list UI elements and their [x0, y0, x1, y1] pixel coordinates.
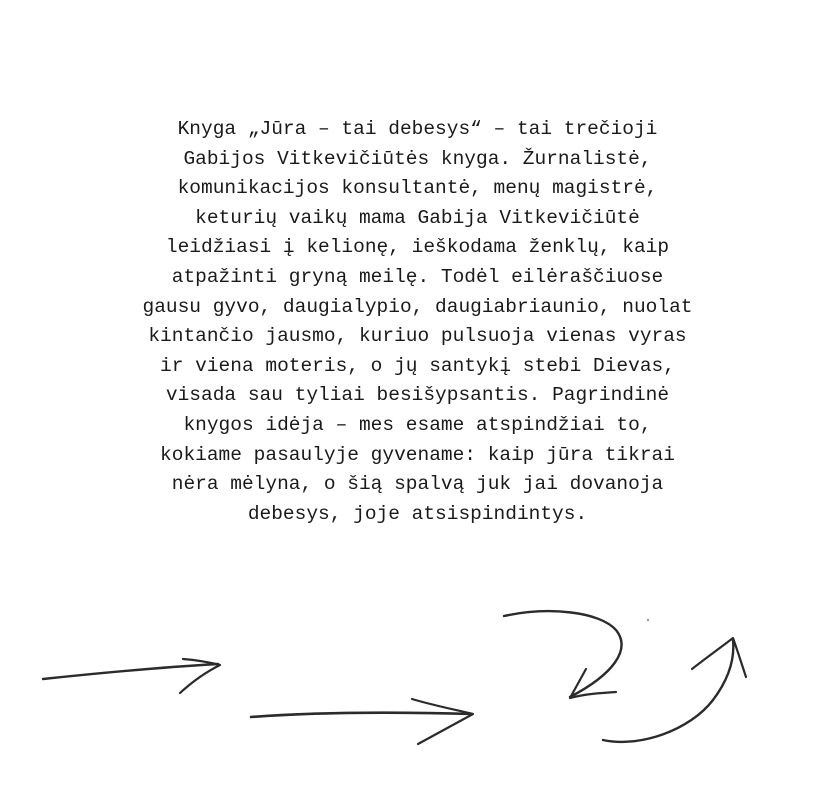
description-line: leidžiasi į kelionę, ieškodama ženklų, kaip [165, 236, 670, 259]
description-line: keturių vaikų mama Gabija Vitkevičiūtė [195, 206, 640, 229]
description-line: knygos idėja – mes esame atspindžiai to, [183, 413, 652, 436]
description-line: Gabijos Vitkevičiūtės knyga. Žurnalistė, [183, 147, 652, 170]
description-line: kokiame pasaulyje gyvename: kaip jūra tikrai [160, 443, 675, 466]
arrow-right-icon [43, 659, 220, 693]
description-line: nėra mėlyna, o šią spalvą juk jai dovanoja [171, 473, 664, 496]
description-line: kintančio jausmo, kuriuo pulsuoja vienas vyras [148, 325, 687, 348]
curved-arrow-up-icon [603, 638, 746, 742]
description-line: gausu gyvo, daugialypio, daugiabriaunio, nuolat [142, 295, 693, 318]
description-line: visada sau tyliai besišypsantis. Pagrindinė [165, 384, 670, 407]
curved-arrow-back-icon [504, 611, 621, 698]
description-line: debesys, joje atsispindintys. [247, 502, 588, 525]
speck [647, 619, 649, 621]
description-line: ir viena moteris, o jų santykį stebi Dievas, [160, 354, 675, 377]
description-line: komunikacijos konsultantė, menų magistrė, [177, 177, 658, 200]
description-line: atpažinti gryną meilę. Todėl eilėraščiuose [171, 265, 664, 288]
arrow-right-icon [251, 699, 473, 744]
description-line: Knyga „Jūra – tai debesys“ – tai trečioji [177, 118, 658, 140]
